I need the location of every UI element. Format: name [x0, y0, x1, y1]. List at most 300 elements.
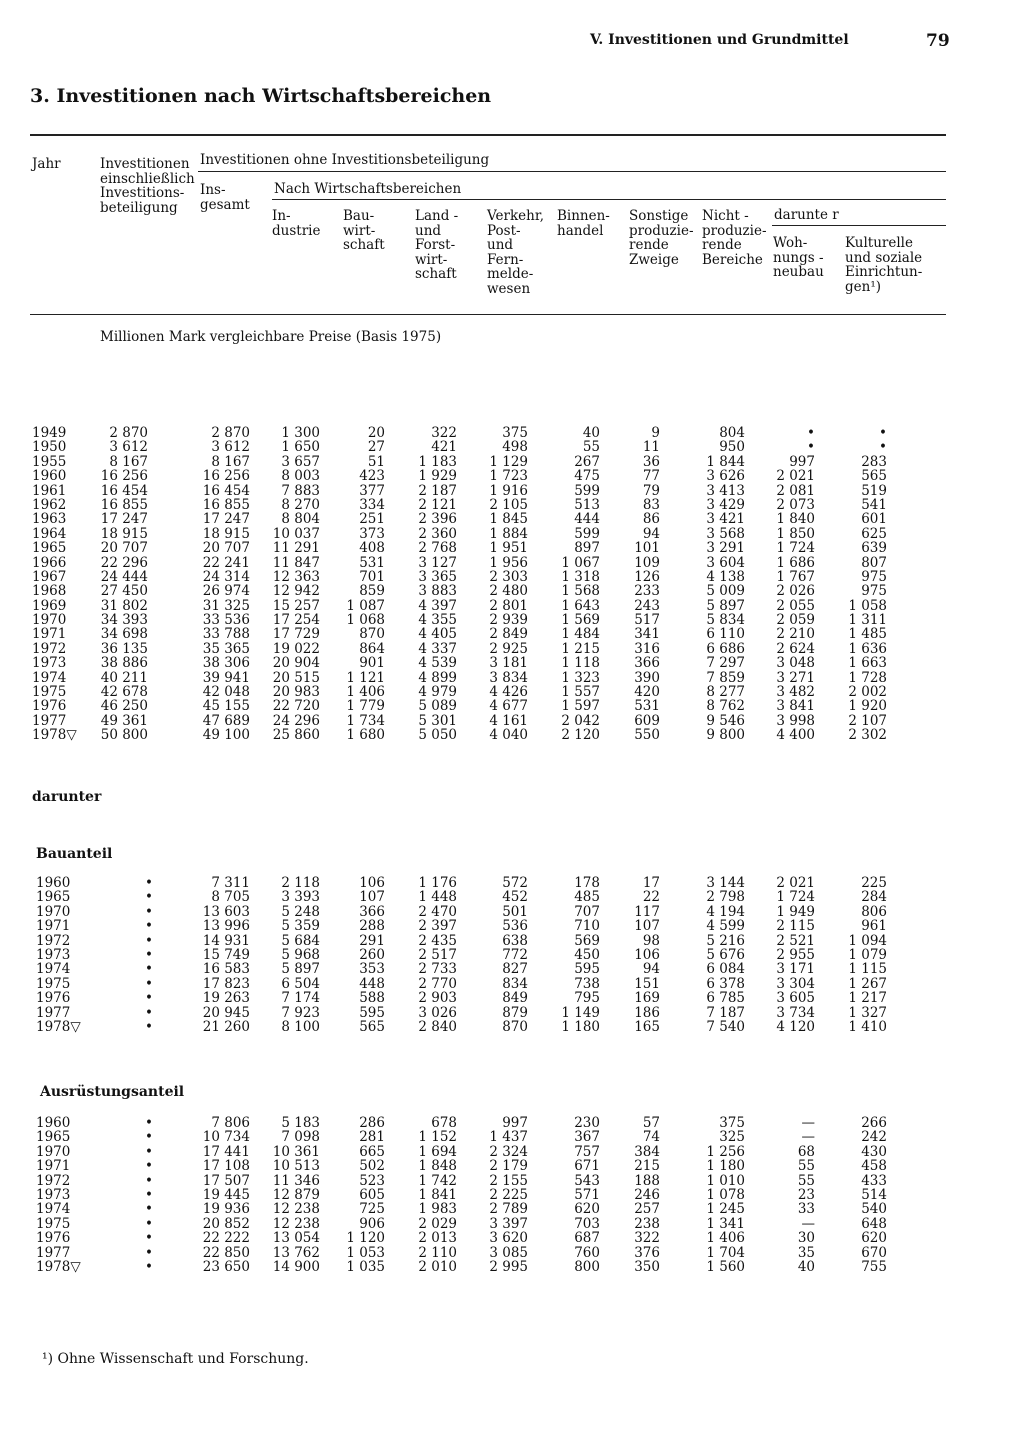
cell-insgesamt: 22 850: [202, 1244, 250, 1261]
cell-industrie: 8 804: [281, 511, 320, 528]
table-row: [0, 1246, 1024, 1260]
cell-nichtproduzierend: 1 245: [706, 1201, 745, 1218]
cell-nichtproduzierend: 1 704: [706, 1244, 745, 1261]
cell-industrie: 12 363: [272, 568, 320, 585]
cell-wohnungsbau: 1 767: [776, 568, 815, 585]
cell-verkehr: 2 179: [489, 1158, 528, 1175]
cell-year: 1974: [36, 1201, 71, 1218]
cell-bauwirtschaft: 51: [367, 453, 385, 470]
cell-binnenhandel: 1 318: [561, 568, 600, 585]
table-row: [0, 584, 1024, 598]
cell-insgesamt: 13 996: [202, 918, 250, 935]
cell-nichtproduzierend: 1 010: [706, 1172, 745, 1189]
cell-binnenhandel: 1 323: [561, 669, 600, 686]
cell-kulturelle: 1 058: [848, 597, 887, 614]
cell-verkehr: 536: [502, 918, 528, 935]
cell-incl: 20 707: [100, 540, 148, 557]
cell-incl: •: [145, 1230, 153, 1247]
cell-verkehr: 1 916: [489, 482, 528, 499]
cell-kulturelle: 1 920: [848, 698, 887, 715]
cell-sonstige: 188: [634, 1172, 660, 1189]
cell-wohnungsbau: —: [801, 1115, 815, 1131]
cell-sonstige: 390: [634, 669, 660, 686]
col-header-binnen: Binnen- handel: [557, 208, 610, 239]
cell-sonstige: 107: [634, 918, 660, 935]
cell-land-forst: 2 768: [418, 540, 457, 557]
cell-land-forst: 2 435: [418, 932, 457, 949]
cell-year: 1978▽: [32, 727, 77, 744]
header-rule-nach: [272, 199, 946, 200]
cell-wohnungsbau: 55: [797, 1158, 815, 1175]
cell-incl: •: [145, 1244, 153, 1261]
cell-nichtproduzierend: 4 138: [706, 568, 745, 585]
cell-year: 1977: [36, 1004, 71, 1021]
cell-sonstige: 233: [634, 583, 660, 600]
cell-bauwirtschaft: 701: [359, 568, 385, 585]
cell-year: 1966: [32, 554, 67, 571]
cell-verkehr: 375: [502, 425, 528, 441]
cell-insgesamt: 16 454: [202, 482, 250, 499]
table-row: [0, 1217, 1024, 1231]
table-row: [0, 570, 1024, 584]
cell-land-forst: 2 770: [418, 975, 457, 992]
cell-industrie: 5 684: [281, 932, 320, 949]
cell-kulturelle: 1 079: [848, 946, 887, 963]
cell-wohnungsbau: 4 400: [776, 727, 815, 744]
cell-land-forst: 5 301: [418, 712, 457, 729]
cell-binnenhandel: 513: [574, 496, 600, 513]
cell-kulturelle: 430: [861, 1143, 887, 1160]
cell-kulturelle: 565: [861, 468, 887, 485]
cell-nichtproduzierend: 6 686: [706, 640, 745, 657]
table-row: [0, 556, 1024, 570]
cell-wohnungsbau: 23: [797, 1186, 815, 1203]
cell-sonstige: 243: [634, 597, 660, 614]
cell-kulturelle: 519: [861, 482, 887, 499]
cell-insgesamt: 38 306: [202, 655, 250, 672]
cell-incl: 3 612: [109, 439, 148, 456]
cell-kulturelle: 266: [861, 1115, 887, 1131]
cell-nichtproduzierend: 7 540: [706, 1018, 745, 1035]
cell-insgesamt: 26 974: [202, 583, 250, 600]
cell-land-forst: 2 110: [418, 1244, 457, 1261]
cell-land-forst: 2 733: [418, 961, 457, 978]
cell-kulturelle: 1 410: [848, 1018, 887, 1035]
cell-nichtproduzierend: 1 078: [706, 1186, 745, 1203]
cell-incl: 22 296: [100, 554, 148, 571]
cell-kulturelle: •: [879, 439, 887, 456]
cell-kulturelle: 1 663: [848, 655, 887, 672]
cell-nichtproduzierend: 3 429: [706, 496, 745, 513]
cell-binnenhandel: 757: [574, 1143, 600, 1160]
cell-verkehr: 2 324: [489, 1143, 528, 1160]
cell-industrie: 10 513: [272, 1158, 320, 1175]
cell-binnenhandel: 710: [574, 918, 600, 935]
running-header: V. Investitionen und Grundmittel: [590, 32, 849, 48]
section-label-ausruestungsanteil: Ausrüstungsanteil: [40, 1084, 185, 1100]
cell-land-forst: 2 517: [418, 946, 457, 963]
cell-wohnungsbau: 2 521: [776, 932, 815, 949]
cell-kulturelle: 1 728: [848, 669, 887, 686]
cell-industrie: 20 515: [272, 669, 320, 686]
cell-kulturelle: 1 327: [848, 1004, 887, 1021]
cell-wohnungsbau: 1 724: [776, 540, 815, 557]
cell-bauwirtschaft: 281: [359, 1129, 385, 1146]
cell-verkehr: 2 303: [489, 568, 528, 585]
cell-binnenhandel: 800: [574, 1258, 600, 1275]
cell-year: 1961: [32, 482, 67, 499]
cell-sonstige: 83: [642, 496, 660, 513]
cell-sonstige: 79: [642, 482, 660, 499]
cell-kulturelle: 975: [861, 583, 887, 600]
cell-nichtproduzierend: 8 762: [706, 698, 745, 715]
cell-bauwirtschaft: 1 035: [346, 1258, 385, 1275]
cell-bauwirtschaft: 408: [359, 540, 385, 557]
cell-sonstige: 86: [642, 511, 660, 528]
cell-binnenhandel: 450: [574, 946, 600, 963]
cell-bauwirtschaft: 1 068: [346, 612, 385, 629]
cell-binnenhandel: 1 067: [561, 554, 600, 571]
cell-binnenhandel: 569: [574, 932, 600, 949]
cell-industrie: 13 054: [272, 1230, 320, 1247]
cell-insgesamt: 31 325: [202, 597, 250, 614]
cell-industrie: 7 098: [281, 1129, 320, 1146]
table-row: [0, 426, 1024, 440]
cell-insgesamt: 19 445: [202, 1186, 250, 1203]
col-header-kulturelle: Kulturelle und soziale Einrichtun- gen¹): [845, 235, 923, 295]
cell-industrie: 15 257: [272, 597, 320, 614]
cell-nichtproduzierend: 1 180: [706, 1158, 745, 1175]
cell-sonstige: 11: [642, 439, 660, 456]
cell-land-forst: 5 089: [418, 698, 457, 715]
cell-industrie: 17 254: [272, 612, 320, 629]
cell-incl: 2 870: [109, 425, 148, 441]
cell-incl: •: [145, 946, 153, 963]
cell-industrie: 5 248: [281, 903, 320, 920]
cell-year: 1977: [36, 1244, 71, 1261]
cell-binnenhandel: 367: [574, 1129, 600, 1146]
cell-nichtproduzierend: 3 144: [706, 875, 745, 891]
cell-kulturelle: 458: [861, 1158, 887, 1175]
cell-insgesamt: 24 314: [202, 568, 250, 585]
cell-bauwirtschaft: 725: [359, 1201, 385, 1218]
cell-year: 1965: [32, 540, 67, 557]
cell-insgesamt: 17 823: [202, 975, 250, 992]
cell-sonstige: 126: [634, 568, 660, 585]
cell-verkehr: 2 105: [489, 496, 528, 513]
cell-land-forst: 3 365: [418, 568, 457, 585]
col-header-industrie: In- dustrie: [272, 208, 321, 239]
cell-industrie: 12 942: [272, 583, 320, 600]
cell-sonstige: 257: [634, 1201, 660, 1218]
cell-year: 1976: [36, 990, 71, 1007]
cell-land-forst: 1 929: [418, 468, 457, 485]
cell-binnenhandel: 738: [574, 975, 600, 992]
table-row: [0, 1159, 1024, 1173]
cell-kulturelle: 2 302: [848, 727, 887, 744]
cell-wohnungsbau: 1 840: [776, 511, 815, 528]
cell-year: 1971: [36, 1158, 71, 1175]
cell-nichtproduzierend: 2 798: [706, 889, 745, 906]
cell-year: 1977: [32, 712, 67, 729]
cell-kulturelle: 806: [861, 903, 887, 920]
cell-insgesamt: 17 441: [202, 1143, 250, 1160]
cell-verkehr: 2 849: [489, 626, 528, 643]
col-header-ohne: Investitionen ohne Investitionsbeteiligung: [200, 152, 490, 168]
cell-sonstige: 57: [642, 1115, 660, 1131]
cell-bauwirtschaft: 106: [359, 875, 385, 891]
cell-verkehr: 3 834: [489, 669, 528, 686]
cell-verkehr: 1 951: [489, 540, 528, 557]
cell-binnenhandel: 599: [574, 525, 600, 542]
cell-incl: 34 393: [100, 612, 148, 629]
cell-binnenhandel: 571: [574, 1186, 600, 1203]
cell-year: 1960: [36, 1115, 71, 1131]
cell-incl: 17 247: [100, 511, 148, 528]
cell-verkehr: 2 801: [489, 597, 528, 614]
cell-year: 1973: [36, 1186, 71, 1203]
table-row: [0, 685, 1024, 699]
cell-sonstige: 350: [634, 1258, 660, 1275]
cell-insgesamt: 3 612: [211, 439, 250, 456]
cell-verkehr: 1 129: [489, 453, 528, 470]
cell-verkehr: 4 426: [489, 684, 528, 701]
footnote: ¹) Ohne Wissenschaft und Forschung.: [42, 1351, 309, 1367]
cell-industrie: 11 291: [272, 540, 320, 557]
cell-binnenhandel: 620: [574, 1201, 600, 1218]
cell-industrie: 22 720: [272, 698, 320, 715]
cell-nichtproduzierend: 950: [719, 439, 745, 456]
cell-insgesamt: 13 603: [202, 903, 250, 920]
cell-kulturelle: 1 311: [848, 612, 887, 629]
cell-industrie: 1 300: [281, 425, 320, 441]
cell-land-forst: 1 848: [418, 1158, 457, 1175]
cell-bauwirtschaft: 523: [359, 1172, 385, 1189]
cell-bauwirtschaft: 595: [359, 1004, 385, 1021]
cell-insgesamt: 8 167: [211, 453, 250, 470]
cell-verkehr: 4 677: [489, 698, 528, 715]
cell-binnenhandel: 1 484: [561, 626, 600, 643]
cell-verkehr: 1 437: [489, 1129, 528, 1146]
cell-year: 1960: [36, 875, 71, 891]
cell-kulturelle: 541: [861, 496, 887, 513]
table-row: [0, 728, 1024, 742]
cell-land-forst: 1 694: [418, 1143, 457, 1160]
cell-bauwirtschaft: 588: [359, 990, 385, 1007]
cell-land-forst: 421: [431, 439, 457, 456]
cell-land-forst: 1 183: [418, 453, 457, 470]
cell-kulturelle: 1 115: [848, 961, 887, 978]
cell-nichtproduzierend: 325: [719, 1129, 745, 1146]
cell-bauwirtschaft: 502: [359, 1158, 385, 1175]
cell-wohnungsbau: 3 605: [776, 990, 815, 1007]
cell-sonstige: 517: [634, 612, 660, 629]
cell-wohnungsbau: 3 171: [776, 961, 815, 978]
cell-bauwirtschaft: 901: [359, 655, 385, 672]
cell-wohnungsbau: 3 271: [776, 669, 815, 686]
cell-insgesamt: 8 705: [211, 889, 250, 906]
cell-incl: •: [145, 1129, 153, 1146]
cell-verkehr: 2 995: [489, 1258, 528, 1275]
cell-bauwirtschaft: 870: [359, 626, 385, 643]
cell-binnenhandel: 595: [574, 961, 600, 978]
cell-binnenhandel: 2 120: [561, 727, 600, 744]
table-row: [0, 1260, 1024, 1274]
cell-kulturelle: 961: [861, 918, 887, 935]
ausruestungsanteil-data-block: [0, 1116, 1024, 1274]
cell-year: 1975: [36, 975, 71, 992]
cell-land-forst: 3 026: [418, 1004, 457, 1021]
cell-wohnungsbau: 40: [797, 1258, 815, 1275]
table-row: [0, 1020, 1024, 1034]
table-row: [0, 642, 1024, 656]
cell-year: 1974: [32, 669, 67, 686]
cell-kulturelle: 648: [861, 1215, 887, 1232]
cell-incl: •: [145, 1215, 153, 1232]
table-row: [0, 934, 1024, 948]
cell-verkehr: 3 620: [489, 1230, 528, 1247]
cell-binnenhandel: 543: [574, 1172, 600, 1189]
cell-year: 1971: [32, 626, 67, 643]
table-row: [0, 440, 1024, 454]
table-row: [0, 962, 1024, 976]
cell-kulturelle: 225: [861, 875, 887, 891]
cell-wohnungsbau: 3 734: [776, 1004, 815, 1021]
cell-wohnungsbau: 30: [797, 1230, 815, 1247]
cell-insgesamt: 15 749: [202, 946, 250, 963]
cell-wohnungsbau: 2 081: [776, 482, 815, 499]
cell-kulturelle: 1 485: [848, 626, 887, 643]
cell-kulturelle: 1 636: [848, 640, 887, 657]
cell-bauwirtschaft: 20: [367, 425, 385, 441]
cell-wohnungsbau: 2 026: [776, 583, 815, 600]
cell-binnenhandel: 1 643: [561, 597, 600, 614]
cell-wohnungsbau: 33: [797, 1201, 815, 1218]
col-header-darunter: darunte r: [774, 207, 839, 223]
cell-insgesamt: 20 852: [202, 1215, 250, 1232]
cell-verkehr: 827: [502, 961, 528, 978]
cell-verkehr: 997: [502, 1115, 528, 1131]
cell-verkehr: 501: [502, 903, 528, 920]
cell-incl: 16 256: [100, 468, 148, 485]
cell-incl: 34 698: [100, 626, 148, 643]
cell-sonstige: 165: [634, 1018, 660, 1035]
cell-kulturelle: 540: [861, 1201, 887, 1218]
cell-industrie: 5 359: [281, 918, 320, 935]
cell-nichtproduzierend: 804: [719, 425, 745, 441]
header-rule-darunter: [772, 225, 946, 226]
cell-sonstige: 22: [642, 889, 660, 906]
cell-nichtproduzierend: 7 187: [706, 1004, 745, 1021]
cell-industrie: 11 346: [272, 1172, 320, 1189]
cell-industrie: 10 361: [272, 1143, 320, 1160]
cell-incl: •: [145, 903, 153, 920]
cell-insgesamt: 16 855: [202, 496, 250, 513]
cell-insgesamt: 33 788: [202, 626, 250, 643]
table-row: [0, 498, 1024, 512]
cell-wohnungsbau: 2 021: [776, 875, 815, 891]
table-row: [0, 919, 1024, 933]
cell-bauwirtschaft: 260: [359, 946, 385, 963]
cell-bauwirtschaft: 1 121: [346, 669, 385, 686]
cell-sonstige: 322: [634, 1230, 660, 1247]
cell-insgesamt: 23 650: [202, 1258, 250, 1275]
cell-wohnungsbau: 2 055: [776, 597, 815, 614]
col-header-nicht: Nicht - produzie- rende Bereiche: [702, 208, 767, 268]
cell-kulturelle: •: [879, 425, 887, 441]
cell-wohnungsbau: 3 304: [776, 975, 815, 992]
cell-industrie: 25 860: [272, 727, 320, 744]
cell-industrie: 19 022: [272, 640, 320, 657]
cell-nichtproduzierend: 3 413: [706, 482, 745, 499]
table-row: [0, 1130, 1024, 1144]
cell-wohnungsbau: 2 624: [776, 640, 815, 657]
cell-year: 1970: [36, 903, 71, 920]
cell-wohnungsbau: •: [807, 425, 815, 441]
cell-verkehr: 3 085: [489, 1244, 528, 1261]
cell-incl: •: [145, 1004, 153, 1021]
cell-industrie: 7 174: [281, 990, 320, 1007]
cell-verkehr: 2 939: [489, 612, 528, 629]
cell-industrie: 12 238: [272, 1215, 320, 1232]
cell-verkehr: 879: [502, 1004, 528, 1021]
cell-bauwirtschaft: 565: [359, 1018, 385, 1035]
cell-industrie: 2 118: [281, 875, 320, 891]
cell-incl: •: [145, 975, 153, 992]
cell-kulturelle: 670: [861, 1244, 887, 1261]
cell-wohnungsbau: 2 115: [776, 918, 815, 935]
cell-year: 1967: [32, 568, 67, 585]
cell-industrie: 11 847: [272, 554, 320, 571]
cell-insgesamt: 17 247: [202, 511, 250, 528]
cell-land-forst: 4 337: [418, 640, 457, 657]
cell-land-forst: 2 840: [418, 1018, 457, 1035]
cell-nichtproduzierend: 3 421: [706, 511, 745, 528]
table-row: [0, 1188, 1024, 1202]
cell-insgesamt: 22 241: [202, 554, 250, 571]
cell-kulturelle: 284: [861, 889, 887, 906]
col-header-insgesamt: Ins- gesamt: [200, 182, 250, 213]
cell-nichtproduzierend: 7 297: [706, 655, 745, 672]
cell-sonstige: 17: [642, 875, 660, 891]
cell-verkehr: 870: [502, 1018, 528, 1035]
cell-land-forst: 1 152: [418, 1129, 457, 1146]
cell-nichtproduzierend: 375: [719, 1115, 745, 1131]
cell-bauwirtschaft: 377: [359, 482, 385, 499]
cell-bauwirtschaft: 107: [359, 889, 385, 906]
cell-incl: 27 450: [100, 583, 148, 600]
table-row: [0, 1006, 1024, 1020]
cell-incl: •: [145, 1158, 153, 1175]
cell-sonstige: 316: [634, 640, 660, 657]
cell-incl: •: [145, 932, 153, 949]
cell-kulturelle: 283: [861, 453, 887, 470]
cell-industrie: 7 923: [281, 1004, 320, 1021]
cell-nichtproduzierend: 8 277: [706, 684, 745, 701]
cell-nichtproduzierend: 9 546: [706, 712, 745, 729]
table-row: [0, 541, 1024, 555]
cell-wohnungsbau: 4 120: [776, 1018, 815, 1035]
cell-year: 1962: [32, 496, 67, 513]
cell-land-forst: 1 448: [418, 889, 457, 906]
cell-sonstige: 186: [634, 1004, 660, 1021]
cell-sonstige: 74: [642, 1129, 660, 1146]
table-row: [0, 1145, 1024, 1159]
cell-verkehr: 4 161: [489, 712, 528, 729]
cell-insgesamt: 7 806: [211, 1115, 250, 1131]
cell-sonstige: 109: [634, 554, 660, 571]
cell-kulturelle: 2 002: [848, 684, 887, 701]
